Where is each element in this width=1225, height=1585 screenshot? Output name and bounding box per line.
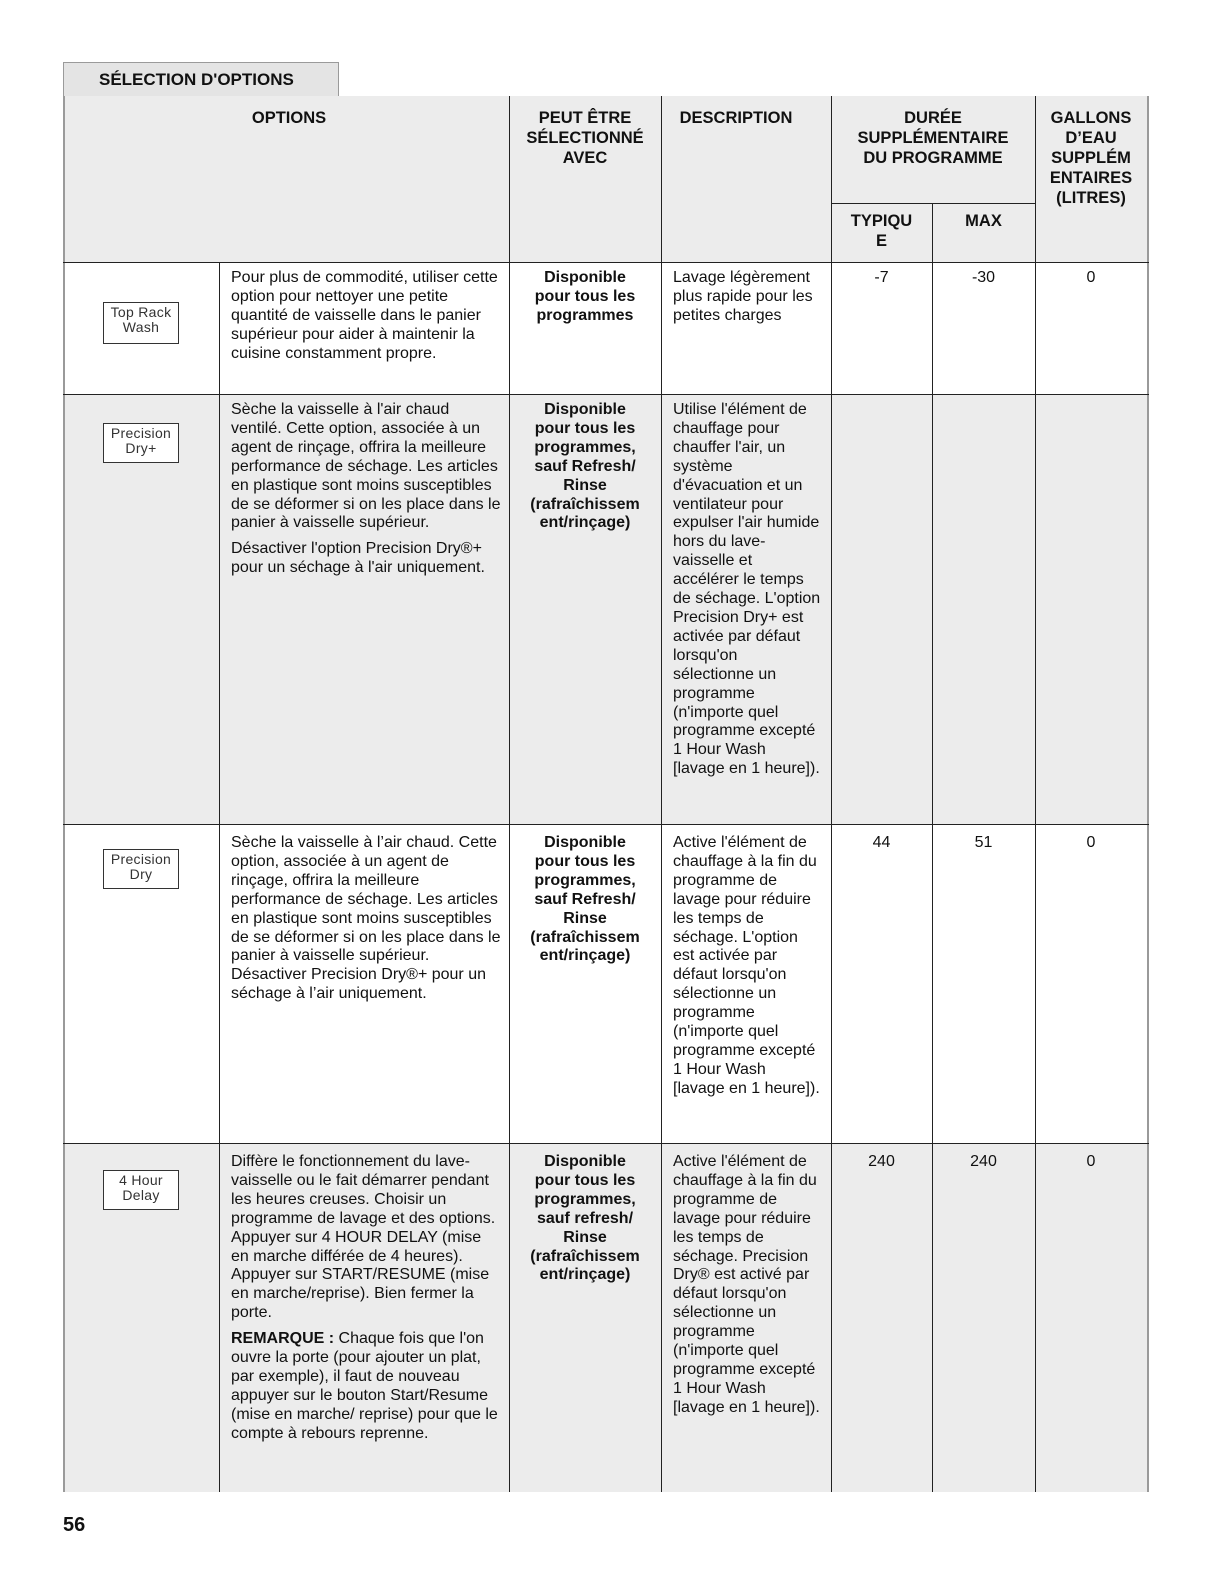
description-text: Utilise l'élément de chauffage pour chauffer l'air, un système d'évacuation et un ventilateur pour expulser l'air humide hors du lave-vaisselle et accélérer le temps de séchage. L'option Precision Dry+ est activée par défaut lorsqu'on sélectionne un programme (n'importe quel programme excepté 1 Hour Wash [lavage en 1 heure]). <box>673 401 821 778</box>
header-peut-etre: PEUT ÊTRE SÉLECTIONNÉ AVEC <box>526 109 644 167</box>
header-max: MAX <box>965 212 1002 230</box>
option-text-paragraph: Pour plus de commodité, utiliser cette option pour nettoyer une petite quantité de vaisselle dans le panier supérieur pour aider à maintenir la cuisine constamment propre. <box>231 269 498 362</box>
option-text-paragraph: Diffère le fonctionnement du lave-vaisselle ou le fait démarrer pendant les heures creuses. Choisir un programme de lavage et des options. Appuyer sur 4 HOUR DELAY (mise en marche différée de 4 heures). Appuyer sur START/RESUME (mise en marche/reprise). Bien fermer la porte. <box>231 1153 496 1322</box>
max-duration: -30 <box>971 269 996 286</box>
subheader-divider <box>831 203 1035 204</box>
option-text <box>231 834 503 1011</box>
available-with: Disponible pour tous les programmes, sauf Refresh/ Rinse (rafraîchissem ent/rinçage) <box>530 401 640 532</box>
typical-duration: -7 <box>874 269 889 286</box>
available-with: Disponible pour tous les programmes, sauf refresh/ Rinse (rafraîchissem ent/rinçage) <box>530 1153 640 1284</box>
header-description: DESCRIPTION <box>679 109 793 127</box>
description-text: Active l'élément de chauffage à la fin du programme de lavage pour réduire les temps de séchage. L'option est activée par défaut lorsqu'on sélectionne un programme (n'importe quel programme excepté 1 Hour Wash [lavage en 1 heure]). <box>673 834 820 1097</box>
header-options: OPTIONS <box>251 109 327 127</box>
available-with: Disponible pour tous les programmes <box>534 269 636 324</box>
header-duree: DURÉE SUPPLÉMENTAIRE DU PROGRAMME <box>857 109 1009 167</box>
top-rack-wash-button: Top Rack Wash <box>103 302 179 344</box>
max-duration: 240 <box>970 1153 997 1170</box>
option-text-paragraph: Sèche la vaisselle à l'air chaud ventilé. Cette option, associée à un agent de rinçage, offrira la meilleure performance de séchage. Les articles en plastique sont moins susceptibles de se déformer si on les place dans le panier à vaisselle supérieur. <box>231 401 501 532</box>
precision-dry-button: Precision Dry <box>103 849 179 889</box>
header-gallons: GALLONS D’EAU SUPPLÉM ENTAIRES (LITRES) <box>1049 109 1133 207</box>
col-divider <box>1035 96 1036 1492</box>
section-title: SÉLECTION D'OPTIONS <box>63 62 339 96</box>
option-text <box>231 401 503 585</box>
option-text-paragraph: Désactiver l'option Precision Dry®+ pour un séchage à l'air uniquement. <box>231 540 485 577</box>
option-text <box>231 1153 503 1451</box>
extra-water: 0 <box>1086 834 1096 851</box>
option-text <box>231 269 503 371</box>
row-divider <box>63 394 1149 395</box>
available-with: Disponible pour tous les programmes, sauf Refresh/ Rinse (rafraîchissem ent/rinçage) <box>530 834 640 965</box>
max-duration: 51 <box>974 834 993 851</box>
col-divider <box>661 96 662 1492</box>
header-typique: TYPIQU E <box>850 212 913 250</box>
remark-text: Chaque fois que l'on ouvre la porte (pour ajouter un plat, par exemple), il faut de nouveau appuyer sur le bouton Start/Resume (mise en marche/ reprise) pour que le compte à rebours reprenne. <box>231 1330 498 1442</box>
typical-duration: 240 <box>868 1153 895 1170</box>
remark-label: REMARQUE : <box>231 1330 335 1348</box>
row-divider <box>63 1143 1149 1144</box>
extra-water: 0 <box>1086 269 1096 286</box>
remark-paragraph <box>231 1330 503 1443</box>
4-hour-delay-button: 4 Hour Delay <box>103 1170 179 1210</box>
extra-water: 0 <box>1086 1153 1096 1170</box>
option-text-paragraph: Sèche la vaisselle à l’air chaud. Cette option, associée à un agent de rinçage, offrira la meilleure performance de séchage. Les articles en plastique sont moins susceptibles de se déformer si on les place dans le panier à vaisselle supérieur. Désactiver Precision Dry®+ pour un séchage à l’air uniquement. <box>231 834 501 1003</box>
precision-dry-plus-button: Precision Dry+ <box>103 423 179 463</box>
description-text: Active l'élément de chauffage à la fin du programme de lavage pour réduire les temps de séchage. Precision Dry® est activé par défaut lorsqu'on sélectionne un programme (n'importe quel programme excepté 1 Hour Wash [lavage en 1 heure]). <box>673 1153 820 1416</box>
row-divider <box>63 262 1149 263</box>
description-text: Lavage légèrement plus rapide pour les petites charges <box>673 269 813 324</box>
typical-duration: 44 <box>872 834 891 851</box>
col-divider <box>831 96 832 1492</box>
col-divider <box>219 262 220 1492</box>
row-divider <box>63 824 1149 825</box>
page-number: 56 <box>63 1514 86 1536</box>
